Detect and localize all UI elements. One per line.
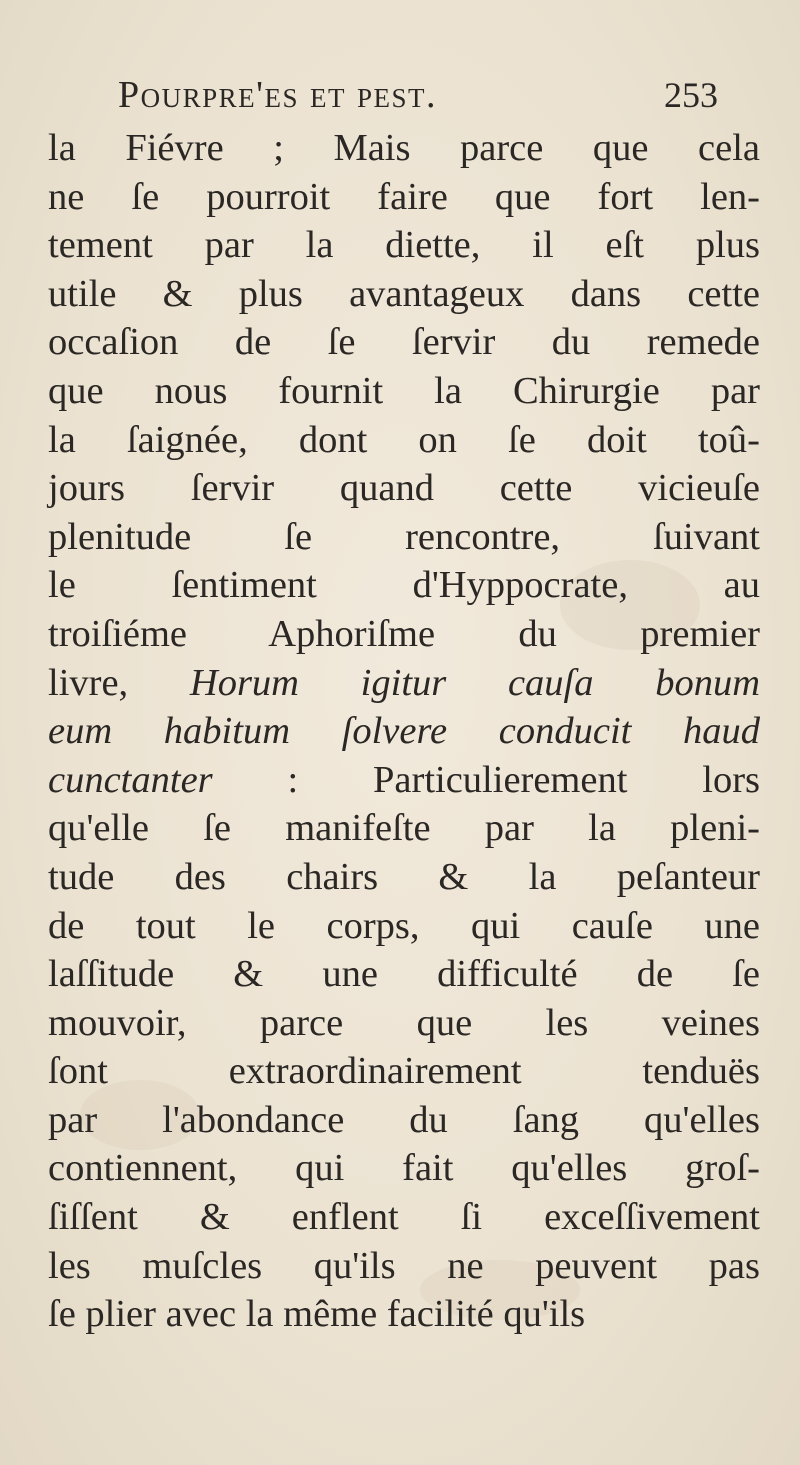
text-line xyxy=(48,1290,760,1339)
text-segment: laſſitude & une difficulté de ſe xyxy=(48,953,760,996)
text-line xyxy=(48,173,760,222)
latin-quote-segment: cunctanter xyxy=(48,758,213,801)
text-segment: tude des chairs & la peſanteur xyxy=(48,855,760,898)
text-line xyxy=(48,950,760,999)
text-line xyxy=(48,1096,760,1145)
text-line xyxy=(48,1193,760,1242)
text-segment: la ſaignée, dont on ſe doit toû- xyxy=(48,418,760,461)
text-line xyxy=(48,221,760,270)
text-segment: contiennent, qui fait qu'elles groſ- xyxy=(48,1147,760,1190)
page-number: 253 xyxy=(664,75,718,115)
text-segment: ſe plier avec la même facilité qu'ils xyxy=(48,1293,586,1336)
text-line xyxy=(48,1242,760,1291)
text-segment: jours ſervir quand cette vicieuſe xyxy=(48,467,760,510)
text-line xyxy=(48,756,760,805)
text-line xyxy=(48,124,760,173)
text-line xyxy=(48,561,760,610)
text-segment: le ſentiment d'Hyppocrate, au xyxy=(48,564,760,607)
text-line xyxy=(48,902,760,951)
latin-quote-segment: Horum igitur cauſa bonum xyxy=(189,661,760,704)
text-line xyxy=(48,416,760,465)
text-segment: ſont extraordinairement tenduës xyxy=(48,1050,760,1093)
text-segment: la Fiévre ; Mais parce que cela xyxy=(48,127,760,169)
text-line xyxy=(48,270,760,319)
text-line xyxy=(48,610,760,659)
text-line xyxy=(48,513,760,562)
text-line xyxy=(48,1144,760,1193)
text-line xyxy=(48,707,760,756)
body-text xyxy=(48,124,760,1339)
text-line xyxy=(48,1047,760,1096)
text-segment: ſiſſent & enflent ſi exceſſivement xyxy=(48,1196,760,1239)
text-segment: de tout le corps, qui cauſe une xyxy=(48,904,760,947)
text-segment: par l'abondance du ſang qu'elles xyxy=(48,1098,760,1141)
running-head: Pourpre'es et pest. xyxy=(118,74,438,116)
text-line xyxy=(48,318,760,367)
text-line xyxy=(48,999,760,1048)
text-segment: : Particulierement lors xyxy=(212,758,760,801)
text-line xyxy=(48,464,760,513)
text-line xyxy=(48,659,760,708)
text-segment: tement par la diette, il eſt plus xyxy=(48,224,760,267)
text-segment: mouvoir, parce que les veines xyxy=(48,1001,760,1044)
text-segment: livre, xyxy=(48,661,190,704)
text-segment: qu'elle ſe manifeſte par la pleni- xyxy=(48,807,760,850)
text-segment: ne ſe pourroit faire que fort len- xyxy=(48,175,760,218)
text-segment: que nous fournit la Chirurgie par xyxy=(48,369,760,412)
text-segment: occaſion de ſe ſervir du remede xyxy=(48,321,760,364)
text-segment: utile & plus avantageux dans cette xyxy=(48,272,760,315)
text-segment: plenitude ſe rencontre, ſuivant xyxy=(48,515,760,558)
text-line xyxy=(48,853,760,902)
latin-quote-segment: eum habitum ſolvere conducit haud xyxy=(48,710,760,753)
text-segment: les muſcles qu'ils ne peuvent pas xyxy=(48,1244,760,1287)
page-header xyxy=(118,70,718,120)
text-line xyxy=(48,367,760,416)
text-line xyxy=(48,804,760,853)
text-segment: troiſiéme Aphoriſme du premier xyxy=(48,612,760,655)
